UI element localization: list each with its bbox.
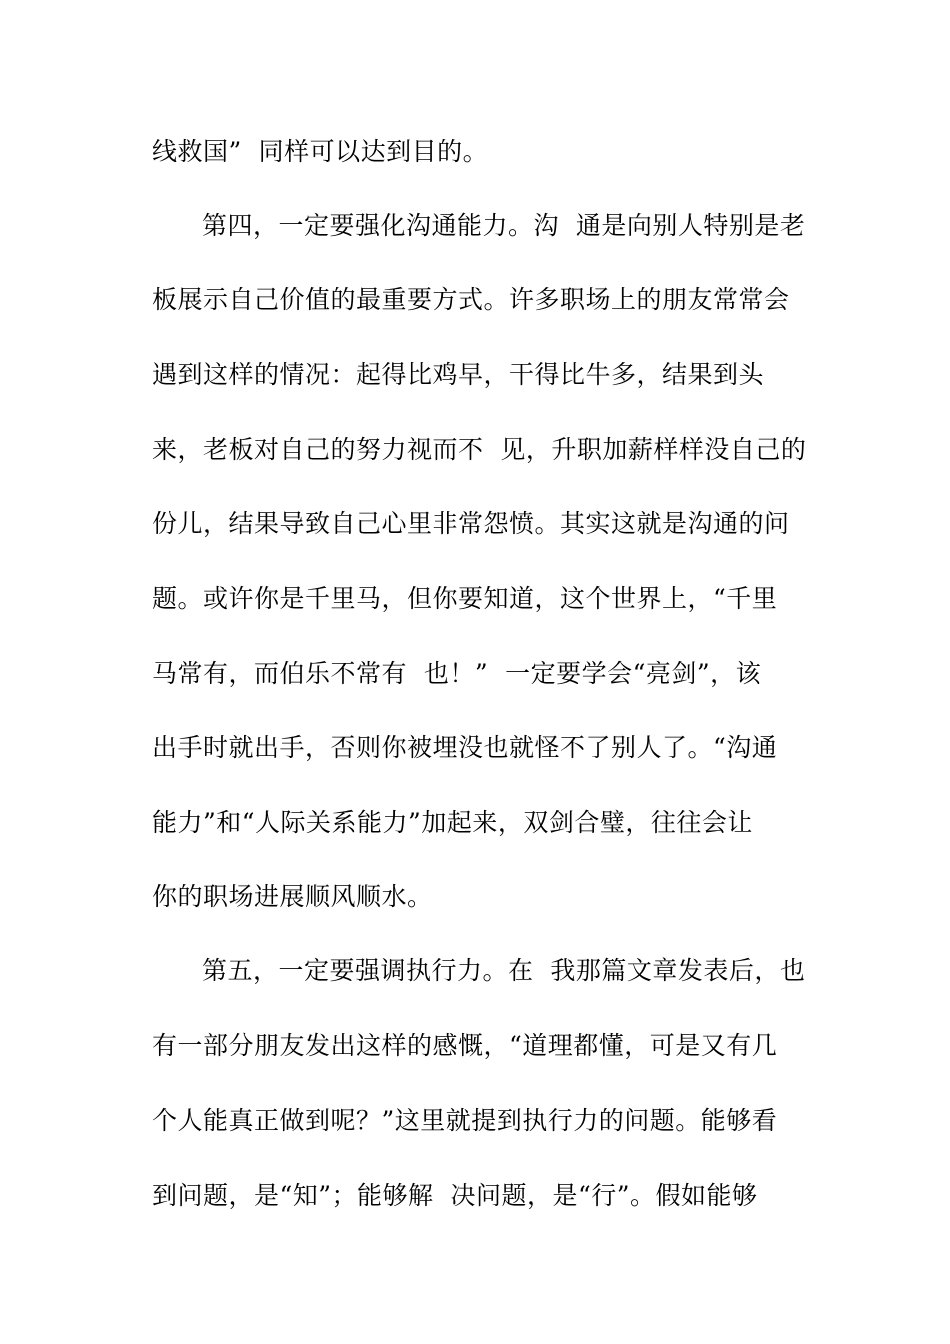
text-line: 出手时就出手，否则你被埋没也就怪不了别人了。“沟通 <box>152 733 778 762</box>
text-line: 你的职场进展顺风顺水。 <box>152 882 433 911</box>
text-line: 马常有，而伯乐不常有 也！” 一定要学会“亮剑”，该 <box>152 659 762 688</box>
text-line: 来，老板对自己的努力视而不 见，升职加薪样样没自己的 <box>152 435 807 464</box>
text-line: 有一部分朋友发出这样的感慨，“道理都懂，可是又有几 <box>152 1031 778 1060</box>
text-line: 题。或许你是千里马，但你要知道，这个世界上，“千里 <box>152 584 778 613</box>
text-line: 份儿，结果导致自己心里非常怨愤。其实这就是沟通的问 <box>152 509 790 538</box>
text-line: 线救国” 同样可以达到目的。 <box>152 137 489 166</box>
text-line: 板展示自己价值的最重要方式。许多职场上的朋友常常会 <box>152 285 790 314</box>
text-line: 能力”和“人际关系能力”加起来，双剑合璧，往往会让 <box>152 808 753 837</box>
text-line: 到问题，是“知”；能够解 决问题，是“行”。假如能够 <box>152 1181 758 1210</box>
paragraph-start-line: 第四，一定要强化沟通能力。沟 通是向别人特别是老 <box>202 211 806 240</box>
text-line: 遇到这样的情况：起得比鸡早，干得比牛多，结果到头 <box>152 360 765 389</box>
text-line: 个人能真正做到呢？”这里就提到执行力的问题。能够看 <box>152 1106 778 1135</box>
paragraph-start-line: 第五，一定要强调执行力。在 我那篇文章发表后，也 <box>202 956 806 985</box>
